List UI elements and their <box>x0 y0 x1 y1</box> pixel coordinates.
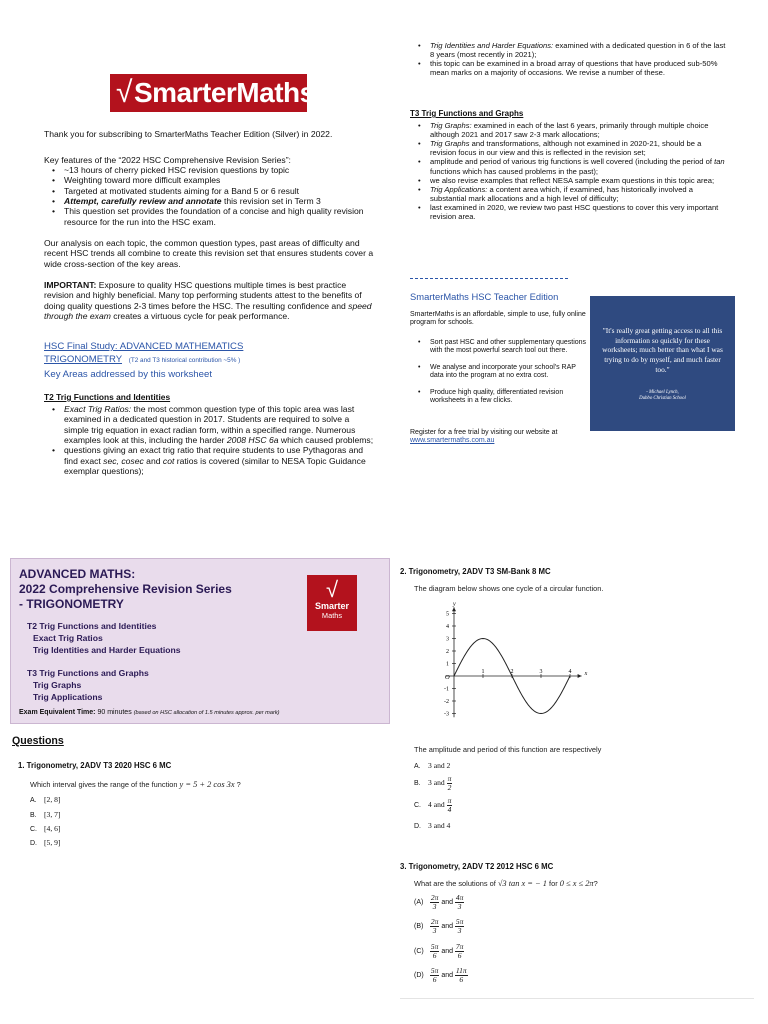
rev-t3-b: Trig Applications <box>33 692 103 702</box>
exam-time-label: Exam Equivalent Time: <box>19 709 96 716</box>
rev-t2-a: Exact Trig Ratios <box>33 633 103 643</box>
t3-i2-label: Trig Graphs <box>430 139 470 149</box>
logo-text: SmarterMaths <box>133 77 315 109</box>
fraction-num: 5π <box>430 966 439 975</box>
q3-option-b[interactable] <box>414 918 464 934</box>
option-value: 4 and <box>428 799 445 809</box>
graph-ticks <box>444 612 572 718</box>
option-label: A. <box>414 763 421 770</box>
t2-item1-italic: 2008 HSC 6a <box>226 434 279 445</box>
fraction-num: 7π <box>455 942 464 951</box>
fraction <box>455 894 465 910</box>
fraction <box>430 967 440 983</box>
q2-option-d[interactable] <box>414 821 450 831</box>
list-item <box>410 185 728 203</box>
y-axis-arrow <box>452 607 456 611</box>
rt-item1-label: Trig Identities and Harder Equations: <box>430 41 554 50</box>
option-label: C. <box>414 801 421 809</box>
fraction-num: 2π <box>430 917 439 926</box>
revision-title <box>19 567 232 612</box>
list-item: • Weighting toward more difficult examples <box>44 175 374 185</box>
t3-i3-b: tan <box>714 157 725 167</box>
teacher-desc: SmarterMaths is an affordable, simple to use, fully online program for schools. <box>410 311 586 327</box>
rev-t3: T3 Trig Functions and Graphs <box>27 668 149 678</box>
fraction-den: 6 <box>432 950 437 960</box>
option-label: D. <box>30 840 37 847</box>
fraction-num: 5π <box>455 917 464 926</box>
list-item <box>410 121 728 139</box>
study-note: (T2 and T3 historical contribution ~5% ) <box>128 357 241 364</box>
q1-option-d[interactable] <box>30 838 60 848</box>
exam-time-value: 90 minutes <box>95 709 134 716</box>
small-logo-check-icon: √ <box>325 577 339 602</box>
graph-x-label: x <box>584 671 588 677</box>
option-value: [5, 9] <box>44 838 61 847</box>
q3-option-c[interactable] <box>414 943 464 959</box>
option-label: C. <box>30 826 37 833</box>
graph-y-label: y <box>453 601 456 608</box>
q3-equation: √3 tan x = − 1 <box>497 879 547 888</box>
small-logo <box>307 575 357 631</box>
q3-text-a: What are the solutions of <box>414 879 498 888</box>
fraction-den: 6 <box>459 974 464 984</box>
analysis-text: Our analysis on each topic, the common question types, past areas of difficulty and recent HSC trends all combine to create this revision set that ensures students cover a wide cross-section of the key areas. <box>44 238 374 269</box>
t3-i1-text: examined in each of the last 6 years, primarily through multiple choice although 2021 and 2017 saw 2-3 mark allocations; <box>430 121 709 140</box>
q2-option-b[interactable] <box>414 775 452 791</box>
fraction-num: 4π <box>455 893 464 902</box>
website-link[interactable]: www.smartermaths.com.au <box>410 437 495 444</box>
q1-function: y = 5 + 2 cos 3x <box>179 780 235 789</box>
option-and: and <box>441 898 454 906</box>
fraction-den: 3 <box>457 925 462 935</box>
fraction-den: 6 <box>457 950 462 960</box>
option-label: (C) <box>414 947 424 955</box>
study-line3: Key Areas addressed by this worksheet <box>44 369 212 380</box>
t3-i3-c: functions which has caused problems in the past); <box>430 166 598 176</box>
revision-title-line1: ADVANCED MATHS: <box>19 567 136 581</box>
t2-item2-c: and <box>143 455 163 466</box>
list-item <box>410 157 728 175</box>
fraction <box>447 797 453 813</box>
fraction <box>455 967 468 983</box>
important-text2: creates a virtuous cycle for peak performance. <box>110 310 290 321</box>
q3-text-e: ? <box>593 879 598 888</box>
study-trigonometry[interactable]: TRIGONOMETRY <box>44 354 123 365</box>
important-text <box>44 280 374 321</box>
smartermaths-logo <box>110 74 315 112</box>
intro-thanks: Thank you for subscribing to SmarterMaths Teacher Edition (Silver) in 2022. <box>44 129 333 139</box>
t3-i5-label: Trig Applications: <box>430 184 488 194</box>
option-and: and <box>441 971 454 979</box>
q3-text-c: for <box>546 879 560 888</box>
t2-list <box>44 404 374 476</box>
q2-title: 2. Trigonometry, 2ADV T3 SM-Bank 8 MC <box>400 567 551 576</box>
important-italic: speed through the exam <box>44 300 372 321</box>
y-tick-label: 1 <box>446 661 449 668</box>
fraction-num: 2π <box>430 893 439 902</box>
list-item: • we also revise examples that reflect NESA sample exam questions in this topic area; <box>410 176 728 185</box>
features-lead: Key features of the “2022 HSC Comprehensive Revision Series”: <box>44 155 291 165</box>
q2-question: The amplitude and period of this function are respectively <box>414 745 602 754</box>
features-list <box>44 165 374 227</box>
rt-item1-text: examined with a dedicated question in 6 of the last 8 years (most recently in 2021); <box>430 41 726 60</box>
q2-option-c[interactable] <box>414 797 452 813</box>
y-tick-label: -3 <box>444 711 449 718</box>
q3-text <box>414 879 598 889</box>
fraction <box>430 943 440 959</box>
rev-t2: T2 Trig Functions and Identities <box>27 621 157 631</box>
option-value: [3, 7] <box>44 810 61 819</box>
y-tick-label: 2 <box>446 649 449 655</box>
y-tick-label: -1 <box>444 686 449 693</box>
t2-item2-e: ratios is covered (similar to NESA Topic Guidance exemplar questions); <box>64 455 366 476</box>
fraction-num: π <box>447 796 452 805</box>
small-logo-line2: Maths <box>321 610 343 620</box>
list-item <box>410 41 728 59</box>
study-line1[interactable]: HSC Final Study: ADVANCED MATHEMATICS <box>44 341 244 352</box>
option-label: A. <box>30 797 37 804</box>
option-value: [2, 8] <box>44 795 61 804</box>
graph-axes <box>445 607 581 717</box>
q1-text-end: ? <box>234 780 241 789</box>
q1-text-lead: Which interval gives the range of the function <box>30 780 180 789</box>
list-item <box>44 404 374 445</box>
t3-i2-text: and transformations, although not examined in 2020-21, should be a revision focus in our view and this is reflected in the revision set; <box>430 139 702 158</box>
feature-bold: Attempt, carefully review and annotate <box>64 195 222 206</box>
rev-t2-b: Trig Identities and Harder Equations <box>33 645 181 655</box>
option-label: (A) <box>414 898 424 906</box>
t2-item2-d: cot <box>162 455 175 466</box>
fraction-den: 2 <box>447 782 452 792</box>
list-item: • Sort past HSC and other supplementary questions with the most powerful search tool out there. <box>410 339 588 356</box>
list-item: • this topic can be examined in a broad array of questions that have produced sub-50% mean marks on a majority of occasions. We revise a number of these. <box>410 59 728 77</box>
fraction-den: 3 <box>432 901 437 911</box>
t2-item2-a: questions giving an exact trig ratio that require students to use Pythagoras and find exact <box>64 445 364 466</box>
option-label: (B) <box>414 922 424 930</box>
list-item <box>44 196 374 206</box>
register-text: Register for a free trial by visiting our website at <box>410 429 558 436</box>
x-tick-label: 2 <box>510 669 514 675</box>
option-label: D. <box>414 823 421 830</box>
t3-heading: T3 Trig Functions and Graphs <box>410 109 524 118</box>
list-item: • last examined in 2020, we review two past HSC questions to cover this very important revision area. <box>410 203 728 221</box>
option-value: 3 and <box>428 777 445 787</box>
q2-graph <box>436 601 592 732</box>
testimonial-box <box>590 296 735 431</box>
fraction <box>430 894 440 910</box>
list-item: • Targeted at motivated students aiming for a Band 5 or 6 result <box>44 186 374 196</box>
list-item: • ~13 hours of cherry picked HSC revision questions by topic <box>44 165 374 175</box>
fraction-num: π <box>447 774 452 783</box>
fraction-num: 5π <box>430 942 439 951</box>
exam-time <box>19 709 279 717</box>
revision-series-box <box>10 558 390 724</box>
q3-domain: 0 ≤ x ≤ 2π <box>559 879 594 888</box>
right-top-list <box>410 41 728 77</box>
y-tick-label: 3 <box>446 636 449 643</box>
q3-title: 3. Trigonometry, 2ADV T2 2012 HSC 6 MC <box>400 862 554 871</box>
option-value: 3 and 2 <box>428 761 451 770</box>
teacher-bullets <box>410 339 588 405</box>
fraction <box>455 943 465 959</box>
logo-check-icon: √ <box>116 76 132 109</box>
t2-item2-b: sec, cosec <box>103 455 144 466</box>
bottom-divider <box>400 998 754 999</box>
list-item <box>44 445 374 476</box>
option-label: (D) <box>414 971 424 979</box>
option-and: and <box>441 922 454 930</box>
y-tick-label: 4 <box>446 624 449 630</box>
quote-text: "It's really great getting access to all this information so quickly for these worksheets; much better than what I was trying to do by myself, and much faster too." <box>602 326 723 374</box>
q2-option-a[interactable] <box>414 761 450 771</box>
questions-heading: Questions <box>12 735 64 747</box>
quote-school: Dubbo Christian School <box>639 395 686 401</box>
important-text1: Exposure to quality HSC questions multiple times is best practice revision and highly beneficial. Many top performing students attest to the benefits of doing quality questions 2-3 times before the HSC. The resulting confidence and <box>44 280 362 311</box>
fraction-num: 11π <box>455 966 467 975</box>
feature-bold-rest: this revision set in Term 3 <box>221 195 321 206</box>
small-logo-line1: Smarter <box>314 601 350 611</box>
study-line2 <box>44 354 240 366</box>
dashed-divider <box>410 278 568 279</box>
option-and: and <box>441 947 454 955</box>
q1-title: 1. Trigonometry, 2ADV T3 2020 HSC 6 MC <box>18 761 172 770</box>
t3-i1-label: Trig Graphs: <box>430 121 472 130</box>
t3-i3-a: amplitude and period of various trig functions is well covered (including the period of <box>430 157 715 167</box>
t3-list <box>410 121 728 221</box>
fraction-den: 3 <box>432 925 437 935</box>
q2-text: The diagram below shows one cycle of a circular function. <box>414 584 604 593</box>
q1-option-b[interactable] <box>30 810 60 820</box>
y-tick-label: 5 <box>446 611 449 618</box>
fraction-den: 6 <box>432 974 437 984</box>
x-tick-label: 3 <box>539 669 543 675</box>
q1-text <box>30 780 241 790</box>
list-item: • This question set provides the foundation of a concise and high quality revision resource for the run into the HSC exam. <box>44 206 374 227</box>
option-value: 3 and 4 <box>428 821 451 830</box>
fraction <box>430 918 440 934</box>
q3-option-d[interactable] <box>414 967 468 983</box>
option-label: B. <box>414 779 421 787</box>
exam-time-note: (based on HSC allocation of 1.5 minutes approx. per mark) <box>133 710 280 716</box>
option-value: [4, 6] <box>44 824 61 833</box>
rev-t3-a: Trig Graphs <box>33 680 82 690</box>
q1-option-c[interactable] <box>30 824 60 834</box>
y-tick-label: -2 <box>444 699 449 705</box>
option-label: B. <box>30 812 37 819</box>
graph-origin: O <box>445 674 450 681</box>
t3-i5-text: a content area which, if examined, has historically involved a substantial mark allocations and a high level of difficulty; <box>430 184 693 203</box>
list-item: • We analyse and incorporate your school's RAP data into the program at no extra cost. <box>410 364 588 381</box>
x-axis-arrow <box>578 674 582 678</box>
t2-item1-label: Exact Trig Ratios: <box>64 404 132 414</box>
fraction-den: 4 <box>447 804 452 814</box>
t2-item1-text: the most common question type of this topic area was last examined in a dedicated question in 2017. Students are required to solve a simple trig equation in exact radian form, within a specified range. Numerous examples look at this, including the harder <box>64 404 356 445</box>
q3-option-a[interactable] <box>414 894 464 910</box>
important-label: IMPORTANT: <box>44 280 97 290</box>
t2-item1-end: which caused problems; <box>278 434 374 445</box>
revision-title-line2: 2022 Comprehensive Revision Series <box>19 582 232 596</box>
fraction <box>447 775 453 791</box>
x-tick-label: 1 <box>481 669 485 675</box>
list-item <box>410 139 728 157</box>
fraction-den: 3 <box>457 901 462 911</box>
teacher-title: SmarterMaths HSC Teacher Edition <box>410 291 559 302</box>
fraction <box>455 918 465 934</box>
x-tick-label: 4 <box>568 669 572 675</box>
revision-title-line3: - TRIGONOMETRY <box>19 597 124 611</box>
quote-author: - Michael Lynch, <box>646 390 679 396</box>
list-item: • Produce high quality, differentiated revision worksheets in a few clicks. <box>410 389 588 406</box>
t2-heading: T2 Trig Functions and Identities <box>44 392 171 402</box>
q1-option-a[interactable] <box>30 795 60 805</box>
